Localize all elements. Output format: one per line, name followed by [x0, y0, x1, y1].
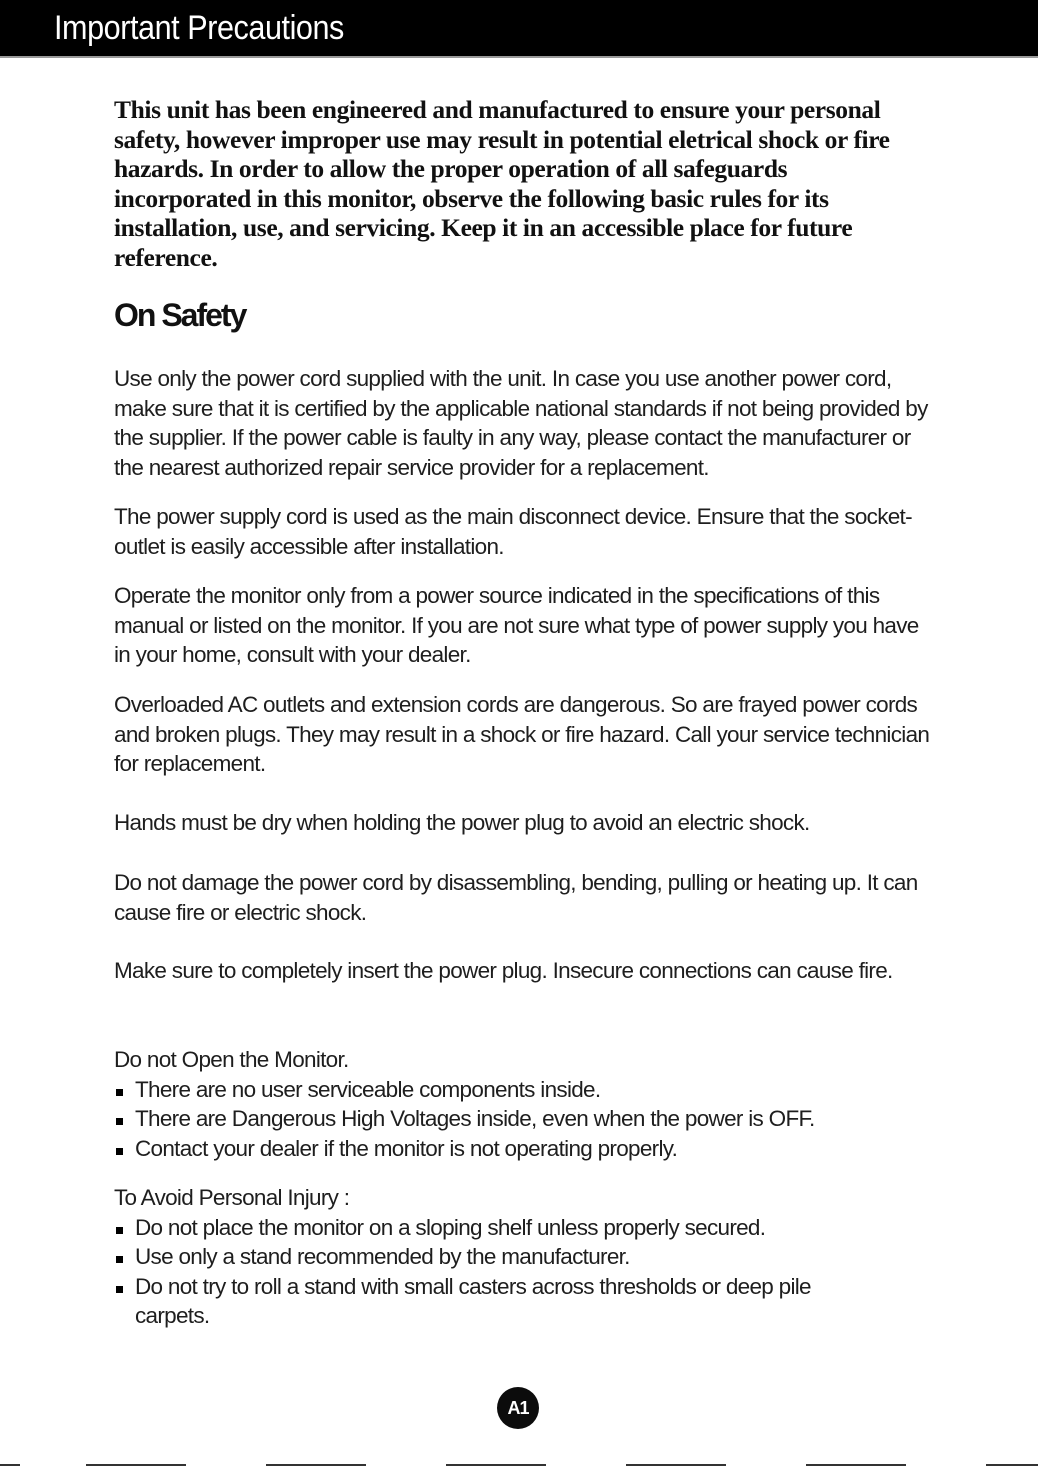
cord-damage-paragraph: Do not damage the power cord by disassembling, bending, pulling or heating up. It can cause fire or electric shock.: [114, 870, 918, 925]
header-divider: [0, 56, 1038, 58]
do-not-open-heading: Do not Open the Monitor.: [114, 1047, 349, 1072]
list-item: There are Dangerous High Voltages inside, even when the power is OFF.: [114, 1104, 930, 1134]
avoid-injury-list: [114, 1213, 930, 1331]
power-cord-paragraph: Use only the power cord supplied with the unit. In case you use another power cord, make sure that it is certified by the applicable national standards if not being provided by the supplier. If the power cable is faulty in any way, please contact the manufacturer or the nearest authorized repair service provider for a replacement.: [114, 366, 928, 480]
page-number-badge: A1: [497, 1387, 539, 1429]
disconnect-device-paragraph: The power supply cord is used as the main disconnect device. Ensure that the socket-outlet is easily accessible after installation.: [114, 504, 912, 559]
list-item: Use only a stand recommended by the manufacturer.: [114, 1242, 930, 1272]
power-source-paragraph: Operate the monitor only from a power source indicated in the specifications of this manual or listed on the monitor. If you are not sure what type of power supply you have in your home, consult with your dealer.: [114, 583, 919, 668]
do-not-open-list: [114, 1075, 930, 1164]
page-title: Important Precautions: [54, 9, 344, 47]
intro-paragraph: This unit has been engineered and manufactured to ensure your personal safety, however improper use may result in potential eletrical shock or fire hazards. In order to allow the proper operation of all safeguards incorporated in this monitor, observe the following basic rules for its installation, use, and servicing. Keep it in an accessible place for future reference.: [114, 95, 890, 272]
list-item: There are no user serviceable components inside.: [114, 1075, 930, 1105]
avoid-injury-section: [114, 1183, 930, 1331]
list-item: Contact your dealer if the monitor is not operating properly.: [114, 1134, 930, 1164]
insert-plug-paragraph: Make sure to completely insert the power plug. Insecure connections can cause fire.: [114, 958, 893, 983]
overloaded-outlets-paragraph: Overloaded AC outlets and extension cords are dangerous. So are frayed power cords and broken plugs. They may result in a shock or fire hazard. Call your service technician for replacement.: [114, 692, 930, 777]
footer-divider: [626, 1464, 726, 1466]
footer-divider: [806, 1464, 906, 1466]
dry-hands-paragraph: Hands must be dry when holding the power plug to avoid an electric shock.: [114, 810, 810, 835]
footer-divider: [266, 1464, 366, 1466]
footer-divider: [446, 1464, 546, 1466]
footer-divider: [986, 1464, 1038, 1466]
header-bar: [0, 0, 1038, 56]
do-not-open-section: [114, 1045, 930, 1163]
section-title: On Safety: [114, 297, 246, 333]
footer-divider: [86, 1464, 186, 1466]
list-item: Do not place the monitor on a sloping shelf unless properly secured.: [114, 1213, 930, 1243]
list-item: Do not try to roll a stand with small casters across thresholds or deep pile carpets.: [114, 1272, 875, 1331]
avoid-injury-heading: To Avoid Personal Injury :: [114, 1185, 350, 1210]
footer-divider: [0, 1464, 20, 1466]
